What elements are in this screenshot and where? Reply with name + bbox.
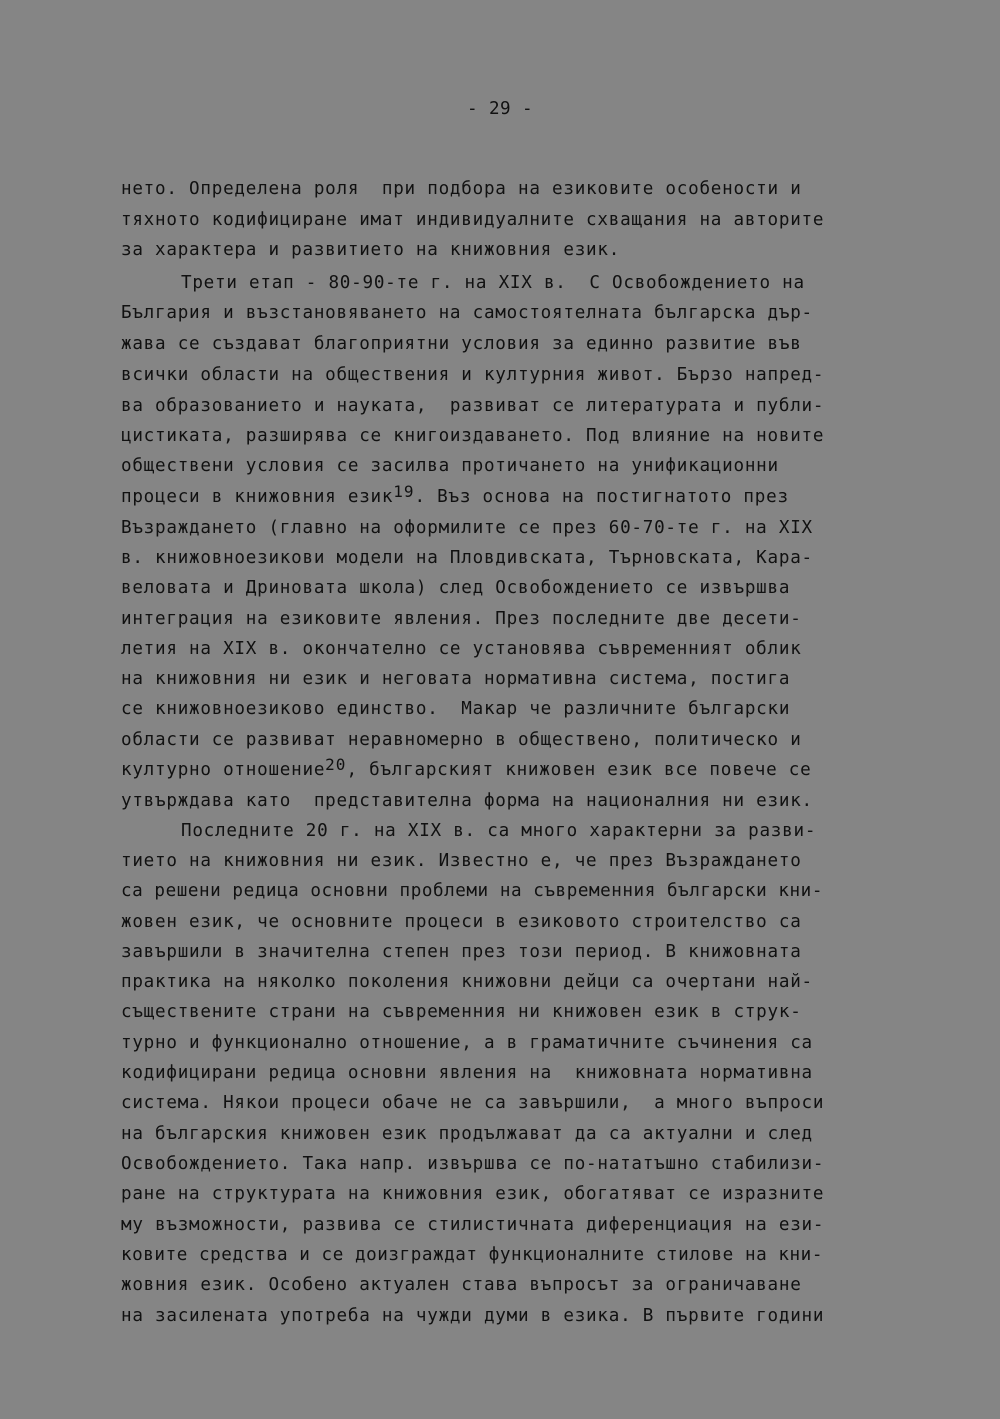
text-line: летия на XIX в. окончателно се установява съвременният облик: [121, 639, 802, 659]
text-line: жава се създават благоприятни условия за единно развитие във: [121, 334, 802, 354]
paragraph-start-line: Последните 20 г. на XIX в. са много характерни за разви-: [181, 821, 817, 841]
text-line: ковите средства и се доизграждат функционалните стилове на кни-: [121, 1245, 823, 1265]
text-line: завършили в значителна степен през този период. В книжовната: [121, 942, 802, 962]
text-line: в. книжовноезикови модели на Пловдивската, Търновската, Кара-: [121, 548, 813, 568]
text-line: утвърждава като представителна форма на националния ни език.: [121, 791, 813, 811]
text-segment: . Въз основа на постигнатото през: [414, 487, 789, 507]
text-line: ране на структурата на книжовния език, обогатяват се изразните: [121, 1184, 825, 1204]
text-line: всички области на обществения и културния живот. Бързо напред-: [121, 365, 825, 385]
text-line-with-footnote: [121, 755, 811, 785]
footnote-reference: 19: [393, 482, 415, 501]
text-line: практика на няколко поколения книжовни дейци са очертани най-: [121, 972, 813, 992]
text-line: се книжовноезиково единство. Макар че различните български: [121, 699, 791, 719]
text-line: на българския книжовен език продължават да са актуални и след: [121, 1124, 813, 1144]
text-line: области се развиват неравномерно в обществено, политическо и: [121, 730, 802, 750]
text-line: обществени условия се засилва протичането на унификационни: [121, 456, 779, 476]
text-line: за характера и развитието на книжовния език.: [121, 240, 621, 260]
text-line: веловата и Дриновата школа) след Освобождението се извършва: [121, 578, 791, 598]
text-line: цистиката, разширява се книгоиздаването. Под влияние на новите: [121, 426, 825, 446]
text-line-with-footnote: [121, 482, 789, 512]
text-line: на книжовния ни език и неговата нормативна система, постига: [121, 669, 791, 689]
text-line: жовен език, че основните процеси в езиковото строителство са: [121, 912, 802, 932]
text-line: нето. Определена роля при подбора на езиковите особености и: [121, 179, 802, 199]
footnote-reference: 20: [325, 755, 347, 774]
page-number: - 29 -: [467, 99, 533, 119]
text-line: на засилената употреба на чужди думи в езика. В първите години: [121, 1306, 825, 1326]
text-line: му възможности, развива се стилистичната диференциация на ези-: [121, 1215, 825, 1235]
text-line: тието на книжовния ни език. Известно е, че през Възраждането: [121, 851, 802, 871]
text-line: Освобождението. Така напр. извършва се по-нататъшно стабилизи-: [121, 1154, 825, 1174]
text-segment: , българският книжовен език все повече се: [346, 760, 812, 780]
text-line: България и възстановяването на самостоятелната българска дър-: [121, 303, 813, 323]
text-line: интеграция на езиковите явления. През последните две десети-: [121, 609, 802, 629]
text-line: са решени редица основни проблеми на съвременния български кни-: [121, 881, 823, 901]
text-line: ва образованието и науката, развиват се литературата и публи-: [121, 396, 825, 416]
text-line: съществените страни на съвременния ни книжовен език в струк-: [121, 1002, 802, 1022]
text-line: жовния език. Особено актуален става въпросът за ограничаване: [121, 1275, 802, 1295]
text-line: турно и функционално отношение, а в граматичните съчинения са: [121, 1033, 813, 1053]
text-line: кодифицирани редица основни явления на книжовната нормативна: [121, 1063, 813, 1083]
text-line: тяхното кодифициране имат индивидуалните схващания на авторите: [121, 210, 825, 230]
text-line: Възраждането (главно на оформилите се през 60-70-те г. на XIX: [121, 518, 813, 538]
paragraph-start-line: Трети етап - 80-90-те г. на XIX в. С Освобождението на: [181, 273, 805, 293]
text-line: система. Някои процеси обаче не са завършили, а много въпроси: [121, 1093, 825, 1113]
text-segment: процеси в книжовния език: [121, 487, 394, 507]
text-segment: културно отношение: [121, 760, 326, 780]
